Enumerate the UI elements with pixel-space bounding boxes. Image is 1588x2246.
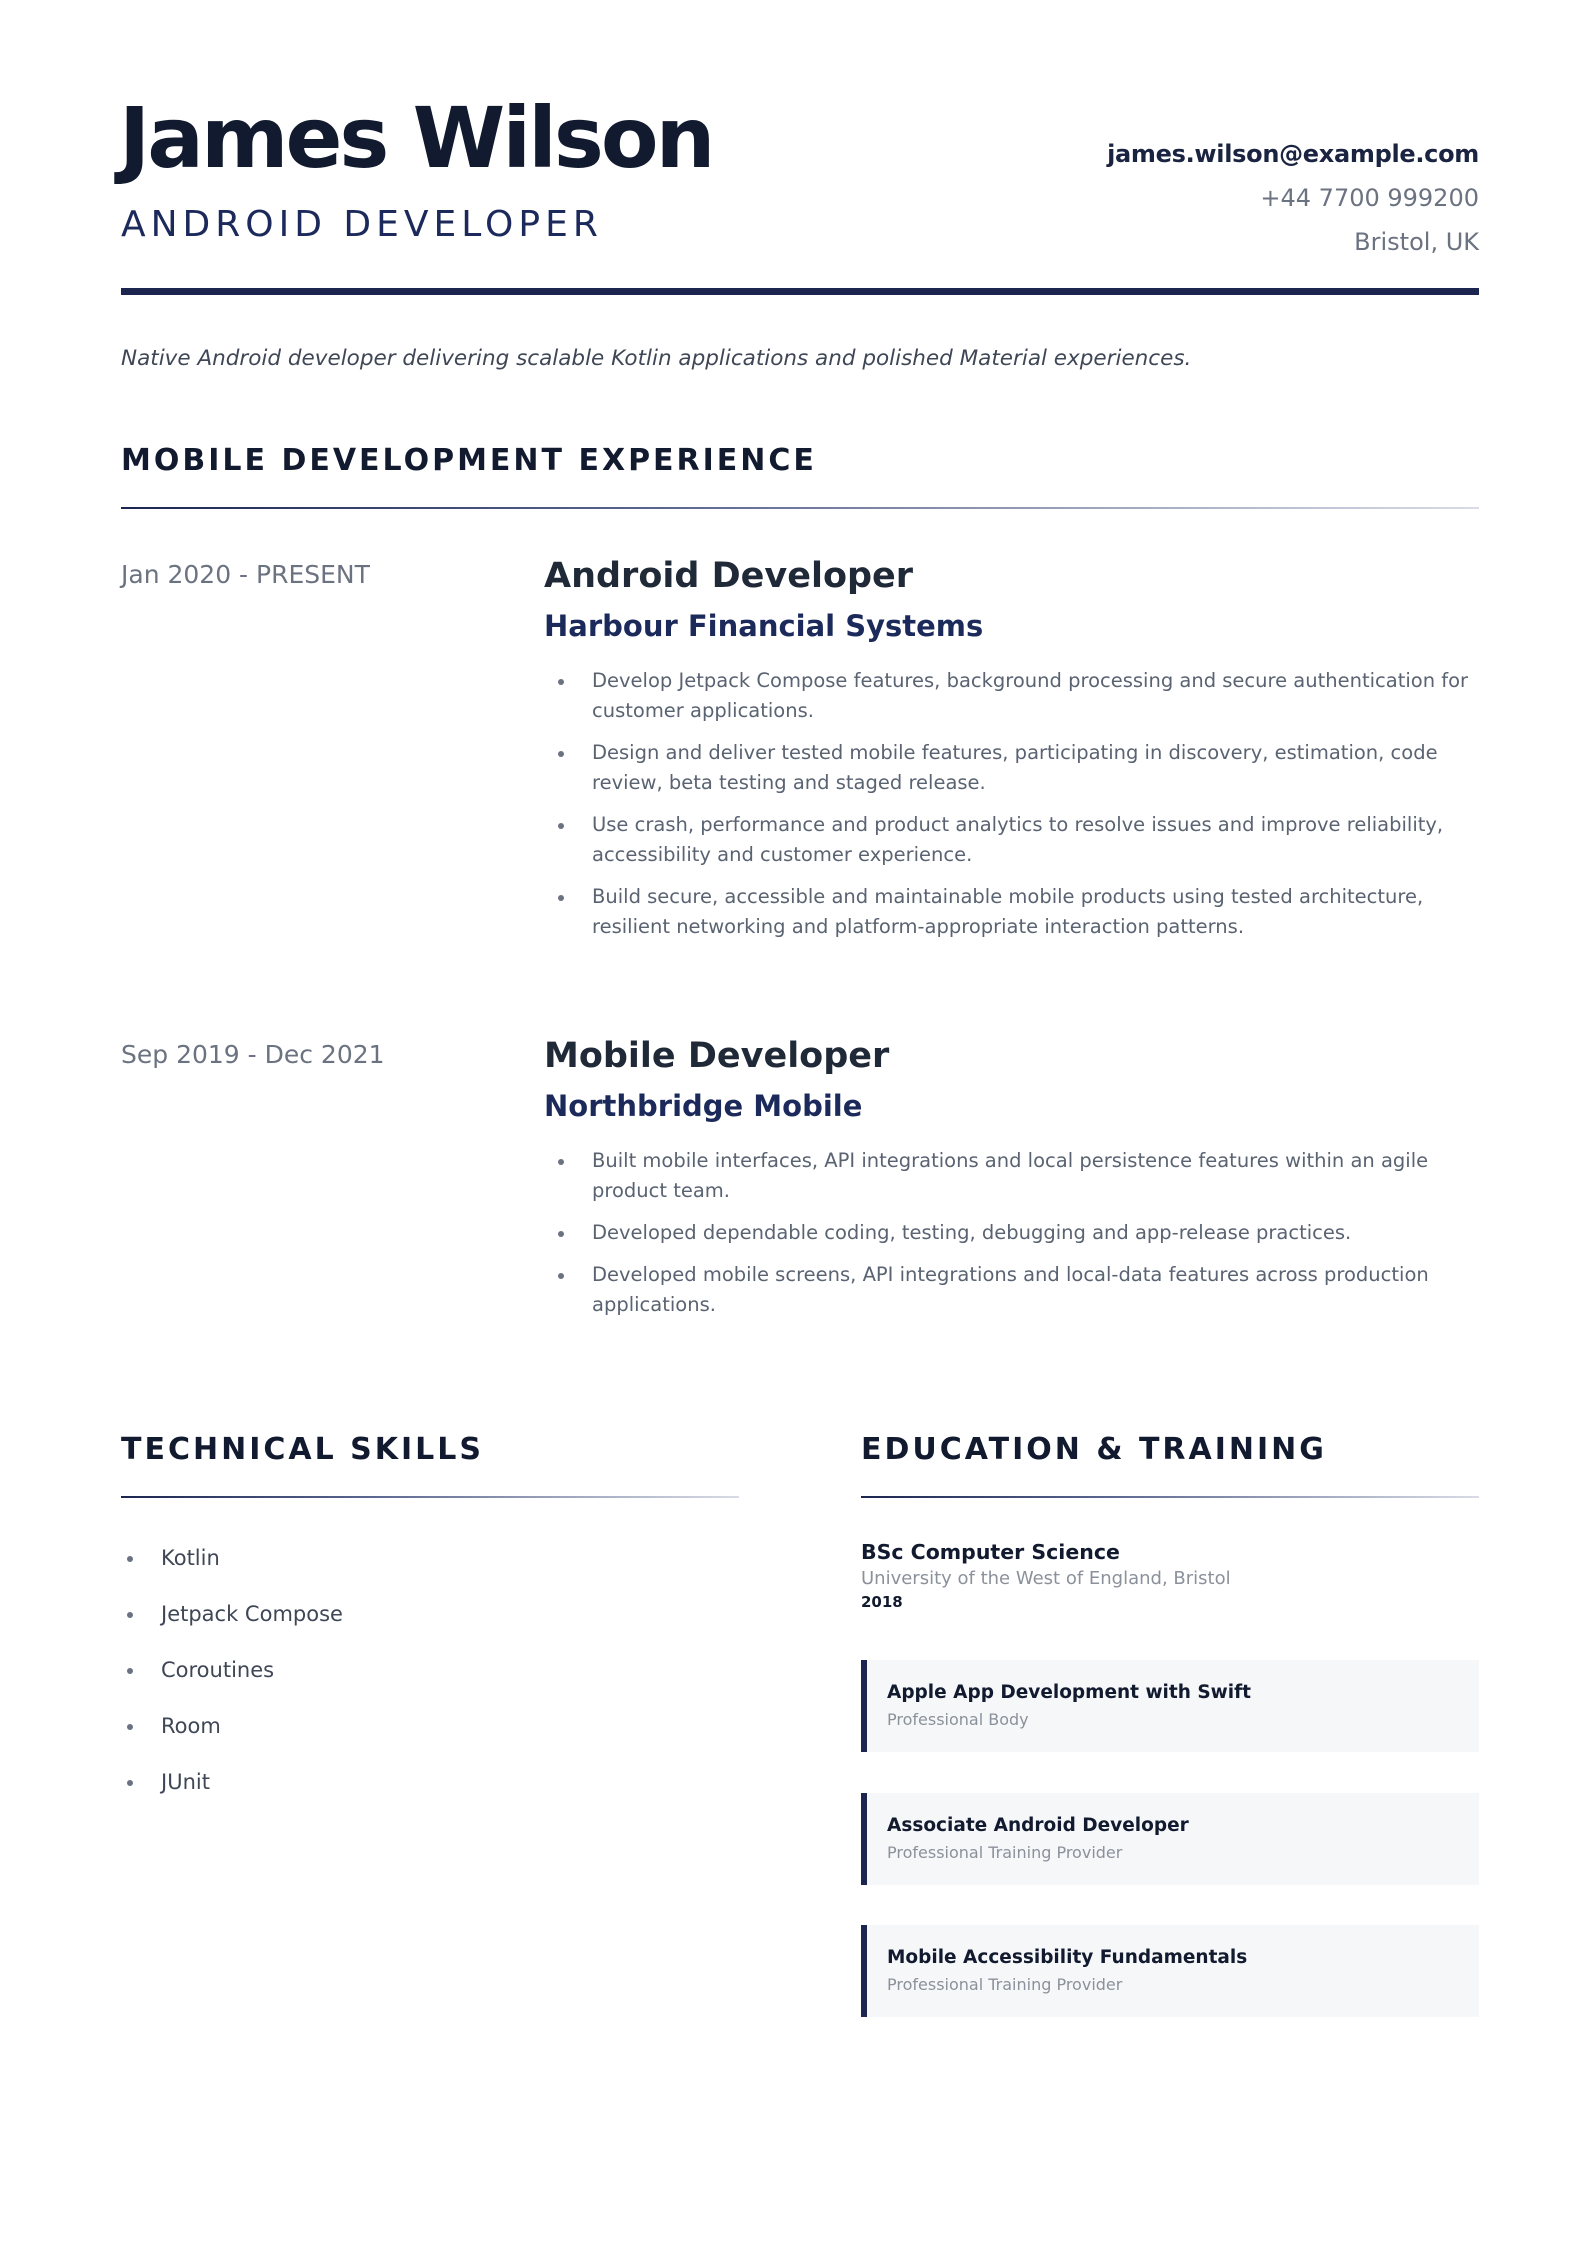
candidate-role: ANDROID DEVELOPER [121, 204, 603, 245]
certification-card [861, 1925, 1479, 2017]
education-divider [861, 1496, 1479, 1498]
skill-label: Kotlin [161, 1546, 220, 1570]
contact-info [1107, 132, 1479, 264]
school-name: University of the West of England, Bristol [861, 1568, 1231, 1589]
job-title: Mobile Developer [544, 1036, 890, 1076]
job-bullet-text: Design and deliver tested mobile features, participating in discovery, estimation, code review, beta testing and staged release. [592, 741, 1438, 794]
bullet-dot-icon [127, 1556, 133, 1562]
certification-provider: Professional Training Provider [887, 1843, 1123, 1862]
job-bullets [544, 1146, 1479, 1320]
bullet-dot-icon [558, 1159, 564, 1165]
contact-phone[interactable]: +44 7700 999200 [1260, 184, 1479, 212]
certification-name: Apple App Development with Swift [887, 1682, 1251, 1703]
job-title: Android Developer [544, 556, 914, 596]
graduation-year: 2018 [861, 1593, 903, 1611]
skill-item [121, 1586, 343, 1642]
experience-heading: MOBILE DEVELOPMENT EXPERIENCE [121, 443, 817, 478]
certification-name: Associate Android Developer [887, 1815, 1189, 1836]
education-heading: EDUCATION & TRAINING [861, 1432, 1327, 1467]
job-dates: Sep 2019 - Dec 2021 [121, 1040, 385, 1069]
job-bullet-text: Built mobile interfaces, API integrations and local persistence features within an agile product team. [592, 1149, 1429, 1202]
bullet-dot-icon [558, 679, 564, 685]
degree-title: BSc Computer Science [861, 1540, 1120, 1564]
bullet-dot-icon [558, 1231, 564, 1237]
job-details [544, 552, 1479, 954]
bullet-dot-icon [127, 1668, 133, 1674]
bullet-dot-icon [127, 1780, 133, 1786]
certification-name: Mobile Accessibility Fundamentals [887, 1947, 1248, 1968]
skills-heading: TECHNICAL SKILLS [121, 1432, 484, 1467]
skill-item [121, 1754, 343, 1810]
job-bullet-text: Developed mobile screens, API integrations and local-data features across production applications. [592, 1263, 1429, 1316]
bullet-dot-icon [127, 1724, 133, 1730]
job-details [544, 1032, 1479, 1332]
skills-divider [121, 1496, 739, 1498]
job-company: Northbridge Mobile [544, 1089, 863, 1123]
job-bullet-text: Build secure, accessible and maintainable mobile products using tested architecture, resilient networking and platform-appropriate interaction patterns. [592, 885, 1424, 938]
skills-list [121, 1530, 343, 1810]
candidate-name: James Wilson [119, 89, 713, 187]
job-bullet-text: Developed dependable coding, testing, debugging and app-release practices. [592, 1221, 1352, 1244]
certification-card [861, 1793, 1479, 1885]
job-bullet [544, 738, 1479, 798]
skill-item [121, 1642, 343, 1698]
bullet-dot-icon [558, 895, 564, 901]
education-entry [861, 1540, 1479, 1611]
job-bullet-text: Use crash, performance and product analytics to resolve issues and improve reliability, accessibility and customer experience. [592, 813, 1444, 866]
bullet-dot-icon [558, 751, 564, 757]
job-bullet [544, 666, 1479, 726]
certification-provider: Professional Body [887, 1710, 1029, 1729]
job-bullet [544, 1218, 1479, 1248]
skill-label: Coroutines [161, 1658, 275, 1682]
skill-item [121, 1698, 343, 1754]
profile-summary: Native Android developer delivering scalable Kotlin applications and polished Material experiences. [121, 346, 1192, 371]
contact-email[interactable]: james.wilson@example.com [1107, 140, 1479, 168]
job-bullet [544, 810, 1479, 870]
job-bullet-text: Develop Jetpack Compose features, background processing and secure authentication for customer applications. [592, 669, 1469, 722]
skill-label: Room [161, 1714, 221, 1738]
certification-card [861, 1660, 1479, 1752]
job-bullet [544, 882, 1479, 942]
skill-label: Jetpack Compose [161, 1602, 343, 1626]
contact-location: Bristol, UK [1354, 228, 1479, 256]
resume-header [119, 89, 1479, 292]
job-company: Harbour Financial Systems [544, 609, 984, 643]
header-divider [121, 288, 1479, 295]
bullet-dot-icon [127, 1612, 133, 1618]
skill-item [121, 1530, 343, 1586]
certification-provider: Professional Training Provider [887, 1975, 1123, 1994]
job-bullet [544, 1260, 1479, 1320]
job-dates: Jan 2020 - PRESENT [121, 560, 370, 589]
job-bullet [544, 1146, 1479, 1206]
job-bullets [544, 666, 1479, 942]
experience-divider [121, 507, 1479, 509]
skill-label: JUnit [161, 1770, 210, 1794]
bullet-dot-icon [558, 1273, 564, 1279]
bullet-dot-icon [558, 823, 564, 829]
